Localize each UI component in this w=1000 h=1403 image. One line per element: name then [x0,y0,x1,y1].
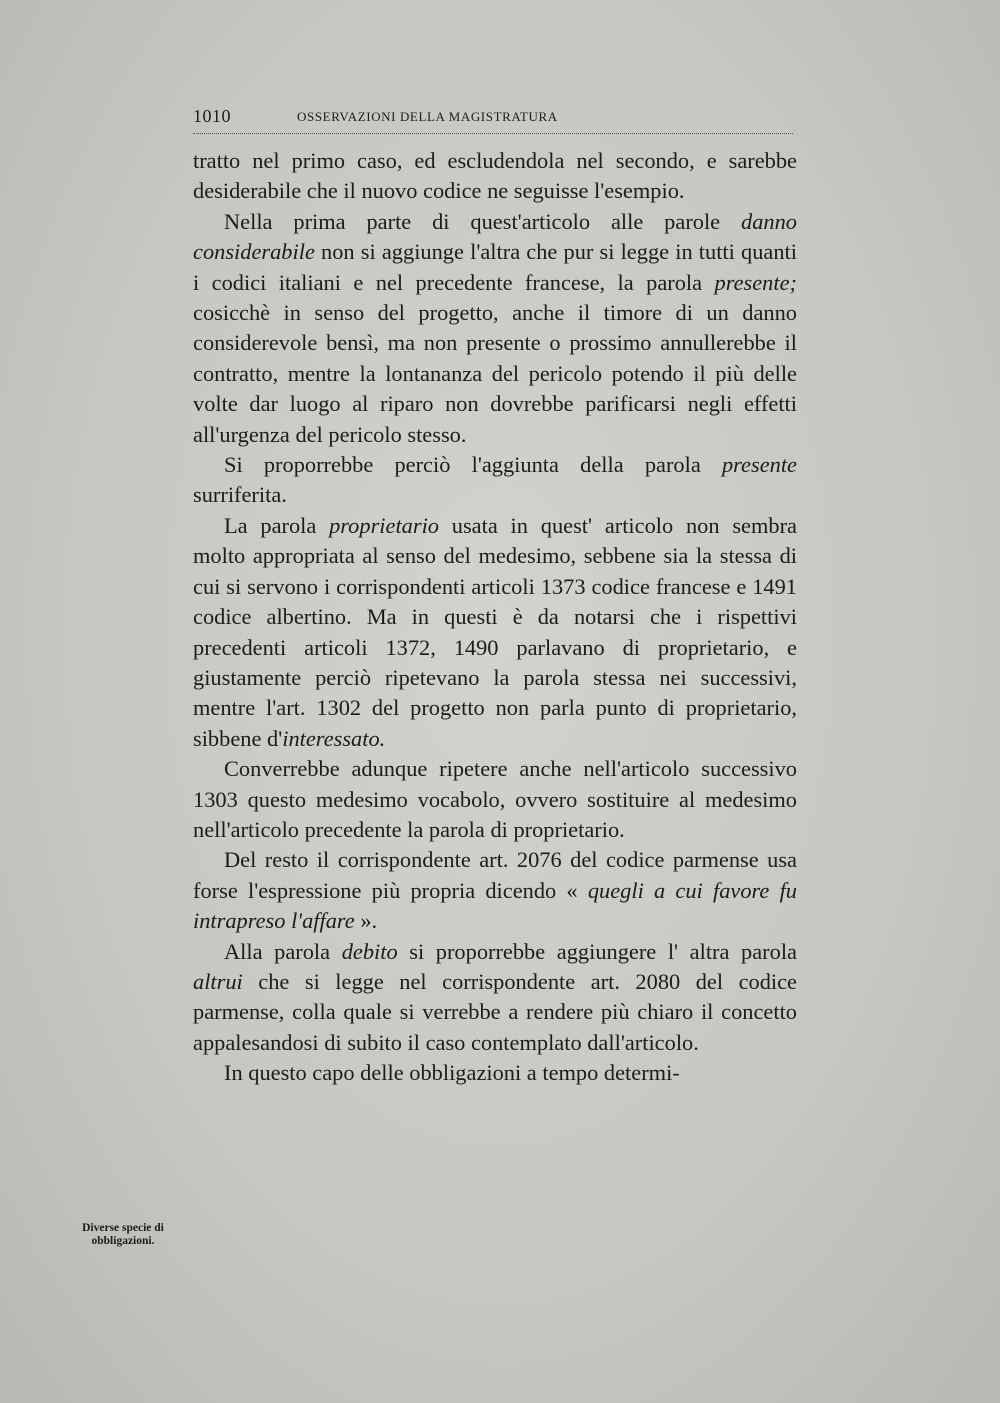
italic-phrase: danno considerabile [193,208,797,265]
paragraph: Del resto il corrispondente art. 2076 del codice parmense usa forse l'espressione più propria dicendo « quegli a cui favore fu intrapreso l'affare ». [193,847,797,934]
page-header [193,106,793,130]
paragraph: tratto nel primo caso, ed escludendola nel secondo, e sarebbe desiderabile che il nuovo codice ne seguisse l'esempio. [193,148,797,204]
paragraph: La parola proprietario usata in quest' articolo non sembra molto appropriata al senso del medesimo, sebbene sia la stessa di cui si servono i corrispondenti articoli 1373 codice francese e 1491 codice albertino. Ma in questi è da notarsi che i rispettivi precedenti articoli 1372, 1490 parlavano di proprietario, e giustamente perciò ripetevano la parola stessa nei successivi, mentre l'art. 1302 del progetto non parla punto di proprietario, sibbene d'interessato. [193,512,797,751]
italic-phrase: altrui [193,968,243,994]
margin-note: Diverse specie di obbligazioni. [82,1222,164,1247]
paragraph: Nella prima parte di quest'articolo alle parole danno considerabile non si aggiunge l'altra che pur si legge in tutti quanti i codici italiani e nel precedente francese, la parola presente; cosicchè in senso del progetto, anche il timore di un danno considerevole bensì, ma non presente o prossimo annullerebbe il contratto, mentre la lontananza del pericolo potendo il più delle volte dar luogo al riparo non dovrebbe parificarsi negli effetti all'urgenza del pericolo stesso. [193,208,797,447]
italic-phrase: presente [721,452,797,478]
paragraph: Converrebbe adunque ripetere anche nell'articolo successivo 1303 questo medesimo vocabolo, ovvero sostituire al medesimo nell'articolo precedente la parola di proprietario. [193,756,797,842]
italic-phrase: presente; [714,269,797,295]
italic-phrase: debito [341,938,398,964]
paragraph: In questo capo delle obbligazioni a tempo determi- [224,1060,680,1086]
running-title: OSSERVAZIONI DELLA MAGISTRATURA [297,109,558,124]
body-text [193,146,797,1089]
paragraph: Si proporrebbe perciò l'aggiunta della parola presente surriferita. [193,452,797,508]
italic-phrase: proprietario [329,512,439,538]
paragraph: Alla parola debito si proporrebbe aggiungere l' altra parola altrui che si legge nel corrispondente art. 2080 del codice parmense, colla quale si verrebbe a rendere più chiaro il concetto appalesandosi di subito il caso contemplato dall'articolo. [193,938,797,1055]
italic-phrase: interessato. [282,725,386,751]
italic-phrase: quegli a cui favore fu intrapreso l'affare [193,877,797,934]
header-rule [193,133,793,134]
page-number: 1010 [193,106,231,126]
